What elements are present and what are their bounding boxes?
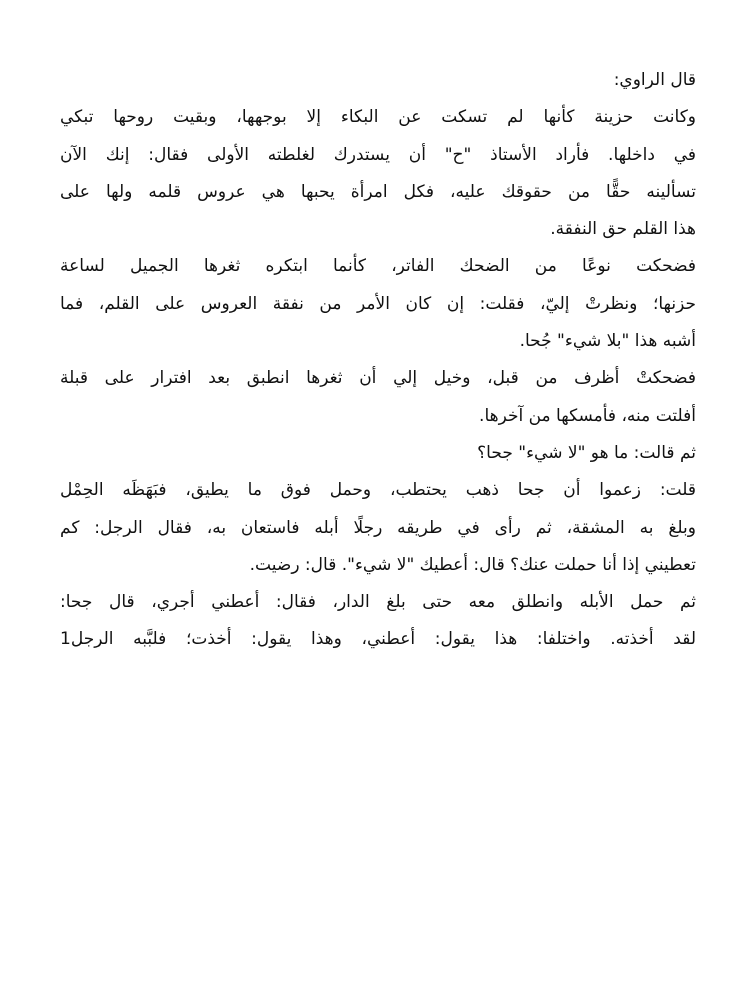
text-line: فضحكت نوعًا من الضحك الفاتر، كأنما ابتكره ثغرها الجميل لساعة [60,256,696,277]
body-text [60,62,696,659]
text-line: قال الراوي: [613,70,696,90]
text-line: وكانت حزينة كأنها لم تسكت عن البكاء إلا بوجهها، وبقيت روحها تبكي [60,107,696,128]
text-line: أشبه هذا "بلا شيء" جُحا. [519,331,696,352]
text-line: قلت: زعموا أن جحا ذهب يحتطب، وحمل فوق ما يطيق، فبَهَظَه الحِمْل [60,480,696,501]
text-line: تسألينه حقًّا من حقوقك عليه، فكل امرأة يحبها هي عروس قلمه ولها على [60,181,696,202]
text-line: هذا القلم حق النفقة. [550,219,696,240]
text-line: تعطيني إذا أنا حملت عنك؟ قال: أعطيك "لا شيء". قال: رضيت. [249,554,696,575]
text-line: ثم حمل الأبله وانطلق معه حتى بلغ الدار، فقال: أعطني أجري، قال جحا: [60,592,696,613]
text-line: أفلتت منه، فأمسكها من آخرها. [479,405,696,426]
text-line: لقد أخذته. واختلفا: هذا يقول: أعطني، وهذا يقول: أخذت؛ فلبَّبه الرجل1 [60,629,696,650]
text-line: وبلغ به المشقة، ثم رأى في طريقه رجلًا أبله فاستعان به، فقال الرجل: كم [60,517,696,538]
text-line: حزنها؛ ونظرتْ إليّ، فقلت: إن كان الأمر من نفقة العروس على القلم، فما [60,293,696,314]
text-line: في داخلها. فأراد الأستاذ "ح" أن يستدرك لغلطته الأولى فقال: إنك الآن [60,144,696,165]
text-line: ثم قالت: ما هو "لا شيء" جحا؟ [477,442,696,463]
text-line: فضحكتْ أظرف من قبل، وخيل إلي أن ثغرها انطبق بعد افترار على قبلة [60,368,696,389]
